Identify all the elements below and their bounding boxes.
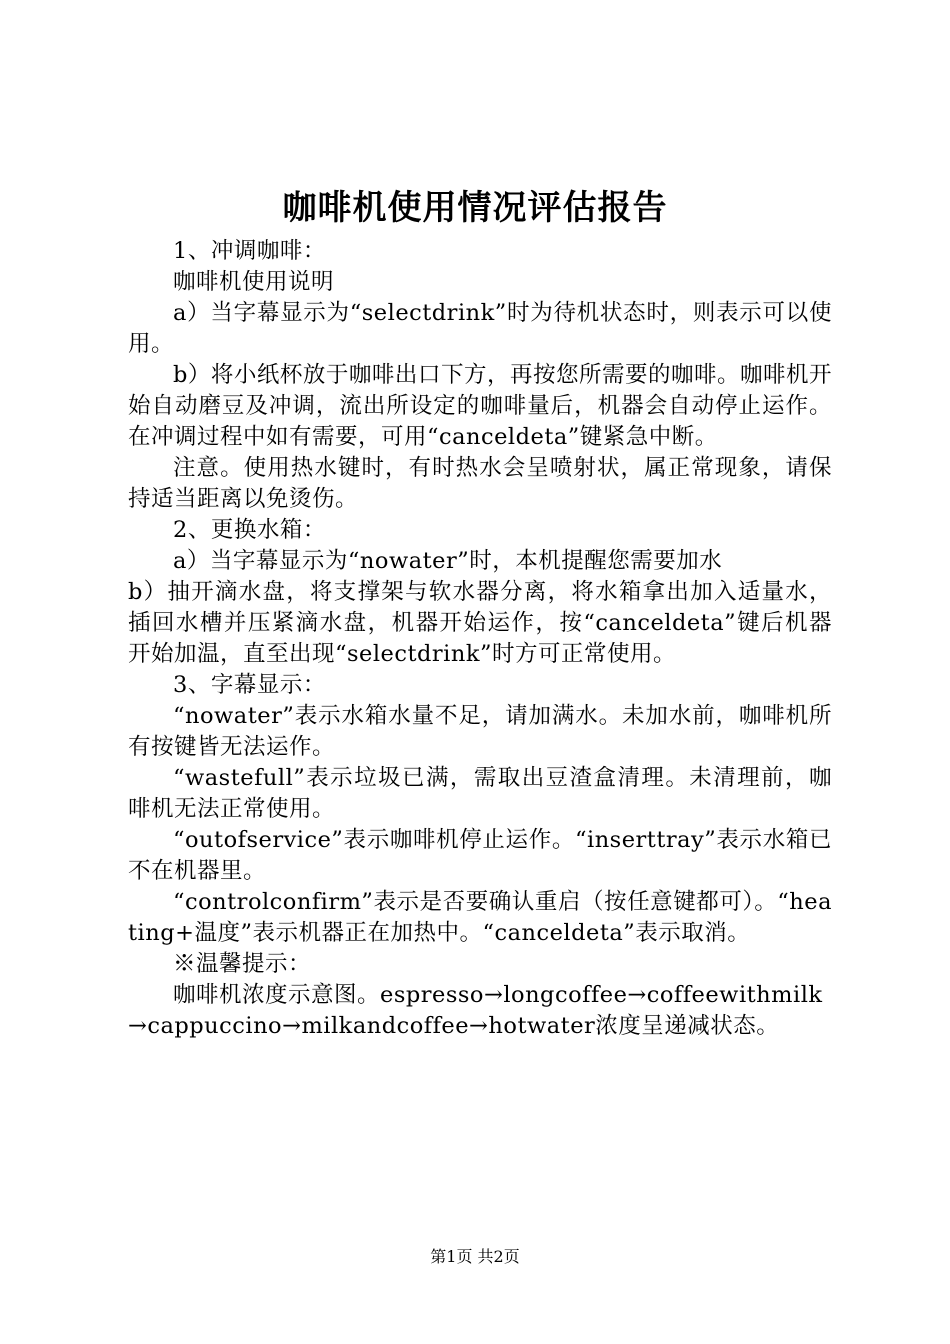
paragraph-outofservice: “outofservice”表示咖啡机停止运作。“inserttray”表示水箱已不在机器里。 [128,827,832,884]
subheading-instructions: 咖啡机使用说明 [173,269,335,295]
paragraph-step-b: b）将小纸杯放于咖啡出口下方，再按您所需要的咖啡。咖啡机开始自动磨豆及冲调，流出所设定的咖啡量后，机器会自动停止运作。在冲调过程中如有需要，可用“canceldeta”键紧急中断。 [128,362,832,450]
document-body [128,236,832,1042]
section-heading-tip: ※温馨提示： [173,951,312,977]
paragraph-note: 注意。使用热水键时，有时热水会呈喷射状，属正常现象，请保持适当距离以免烫伤。 [128,455,832,512]
paragraph-wastefull: “wastefull”表示垃圾已满，需取出豆渣盒清理。未清理前，咖啡机无法正常使用。 [128,765,832,822]
paragraph-controlconfirm: “controlconfirm”表示是否要确认重启（按任意键都可）。“heating+温度”表示机器正在加热中。“canceldeta”表示取消。 [128,889,832,946]
paragraph-step-a: a）当字幕显示为“selectdrink”时为待机状态时，则表示可以使用。 [128,300,832,357]
section-heading-display: 3、字幕显示： [173,672,326,698]
section-heading-water-tank: 2、更换水箱： [173,517,326,543]
section-heading-brew: 1、冲调咖啡： [173,238,326,264]
paragraph-concentration: 咖啡机浓度示意图。espresso→longcoffee→coffeewithmilk→cappuccino→milkandcoffee→hotwater浓度呈递减状态。 [128,982,823,1039]
paragraph-water-b: b）抽开滴水盘，将支撑架与软水器分离，将水箱拿出加入适量水，插回水槽并压紧滴水盘，机器开始运作，按“canceldeta”键后机器开始加温，直至出现“selectdrink”时方可正常使用。 [128,579,832,667]
page-footer: 第1页 共2页 [430,1247,520,1266]
paragraph-nowater: “nowater”表示水箱水量不足，请加满水。未加水前，咖啡机所有按键皆无法运作。 [128,703,832,760]
document-title: 咖啡机使用情况评估报告 [282,188,668,228]
paragraph-water-a: a）当字幕显示为“nowater”时，本机提醒您需要加水 [173,548,723,574]
